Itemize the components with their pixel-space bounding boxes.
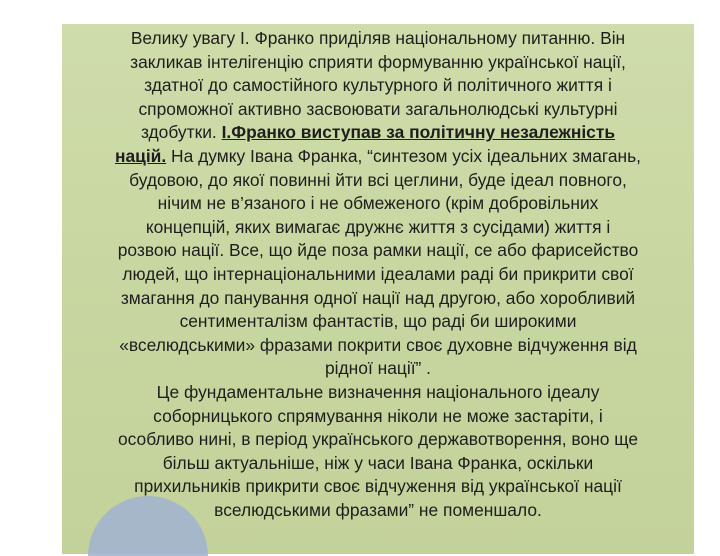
text-line: здатної до самостійного культурного й політичного життя і (144, 75, 612, 96)
emphasized-statement-end: націй. (114, 145, 167, 166)
text-line: нічим не в’язаного і не обмеженого (крім добровільних (157, 193, 599, 214)
text-line: вселюдськими фразами” не поменшало. (214, 499, 542, 520)
text-segment: здобутки. (140, 122, 222, 143)
text-line (62, 145, 694, 169)
paragraph-2 (62, 381, 694, 523)
text-line: спроможної активно засвоювати загальнолюдські культурні (138, 98, 618, 119)
text-segment: На думку Івана Франка, “синтезом усіх ідеальних змагань, (166, 145, 642, 166)
text-line (62, 121, 694, 145)
text-line: «вселюдськими» фразами покрити своє духовне відчуження від (119, 334, 637, 355)
text-line: соборницького спрямування ніколи не може застаріти, і (153, 405, 603, 426)
emphasized-statement: І.Франко виступав за політичну незалежність (221, 122, 616, 143)
paragraph-1 (62, 27, 694, 381)
text-line: сентименталізм фантастів, що раді би широкими (179, 311, 577, 332)
text-line: розвою нації. Все, що йде поза рамки нації, се або фарисейство (117, 240, 639, 261)
text-line: більш актуальніше, ніж у часи Івана Франка, оскільки (162, 452, 594, 473)
text-line: рідної нації” . (324, 358, 431, 379)
text-line: особливо нині, в період українського державотворення, воно ще (117, 429, 639, 450)
text-line: закликав інтелігенцію сприяти формуванню української нації, (130, 51, 626, 72)
text-line: прихильників прикрити своє відчуження від української нації (134, 476, 622, 497)
text-line: концепцій, яких вимагає дружнє життя з сусідами) життя і (145, 216, 611, 237)
text-line: Це фундаментальне визначення національного ідеалу (156, 381, 600, 402)
text-line: будовою, до якої повинні йти всі цеглини, буде ідеал повного, (129, 169, 627, 190)
text-line: Велику увагу І. Франко приділяв національному питанню. Він (130, 28, 626, 48)
slide-text-block (62, 27, 694, 522)
text-line: змагання до панування одної нації над другою, або хоробливий (120, 287, 636, 308)
text-line: людей, що інтернаціональними ідеалами раді би прикрити свої (122, 263, 634, 284)
